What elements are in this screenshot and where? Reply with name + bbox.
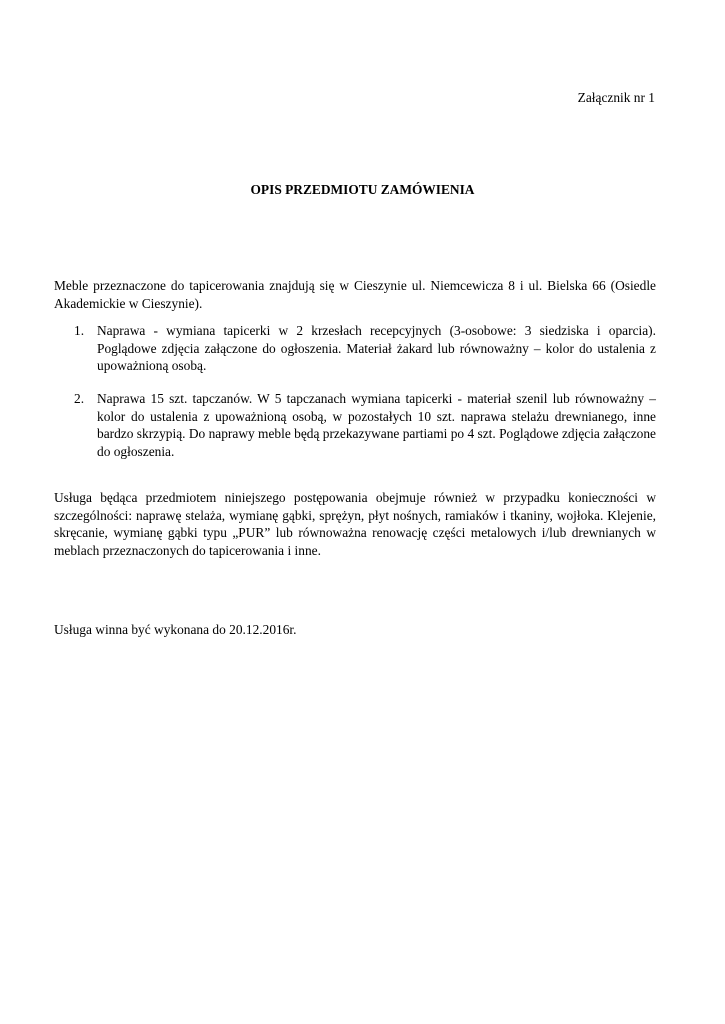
list-item bbox=[54, 390, 656, 460]
list-item bbox=[54, 322, 656, 375]
attachment-label: Załącznik nr 1 bbox=[577, 90, 655, 105]
deadline-paragraph: Usługa winna być wykonana do 20.12.2016r. bbox=[54, 622, 297, 637]
document-title: OPIS PRZEDMIOTU ZAMÓWIENIA bbox=[250, 182, 475, 197]
service-scope-paragraph: Usługa będąca przedmiotem niniejszego postępowania obejmuje również w przypadku konieczności w szczególności: naprawę stelaża, wymianę gąbki, sprężyn, płyt nośnych, ramiaków i tkaniny, wojłoka. Klejenie, skręcanie, wymianę gąbki typu „PUR” lub równoważna renowację części metalowych i/lub drewnianych w meblach przeznaczonych do tapicerowania i inne. bbox=[54, 490, 656, 558]
intro-paragraph: Meble przeznaczone do tapicerowania znajdują się w Cieszynie ul. Niemcewicza 8 i ul. Bielska 66 (Osiedle Akademickie w Cieszynie). bbox=[54, 278, 656, 311]
list-item-text: Naprawa - wymiana tapicerki w 2 krzesłach recepcyjnych (3-osobowe: 3 siedziska i oparcia). Poglądowe zdjęcia załączone do ogłoszenia. Materiał żakard lub równoważny – kolor do ustalenia z upoważnioną osobą. bbox=[97, 323, 656, 374]
list-item-text: Naprawa 15 szt. tapczanów. W 5 tapczanach wymiana tapicerki - materiał szenil lub równoważny – kolor do ustalenia z upoważnioną osobą, w pozostałych 10 szt. naprawa stelażu drewnianego, inne bardzo skrzypią. Do naprawy meble będą przekazywane partiami po 4 szt. Poglądowe zdjęcia załączone do ogłoszenia. bbox=[97, 391, 656, 459]
list-item-number: 1. bbox=[74, 323, 85, 338]
list-item-number: 2. bbox=[74, 391, 85, 406]
